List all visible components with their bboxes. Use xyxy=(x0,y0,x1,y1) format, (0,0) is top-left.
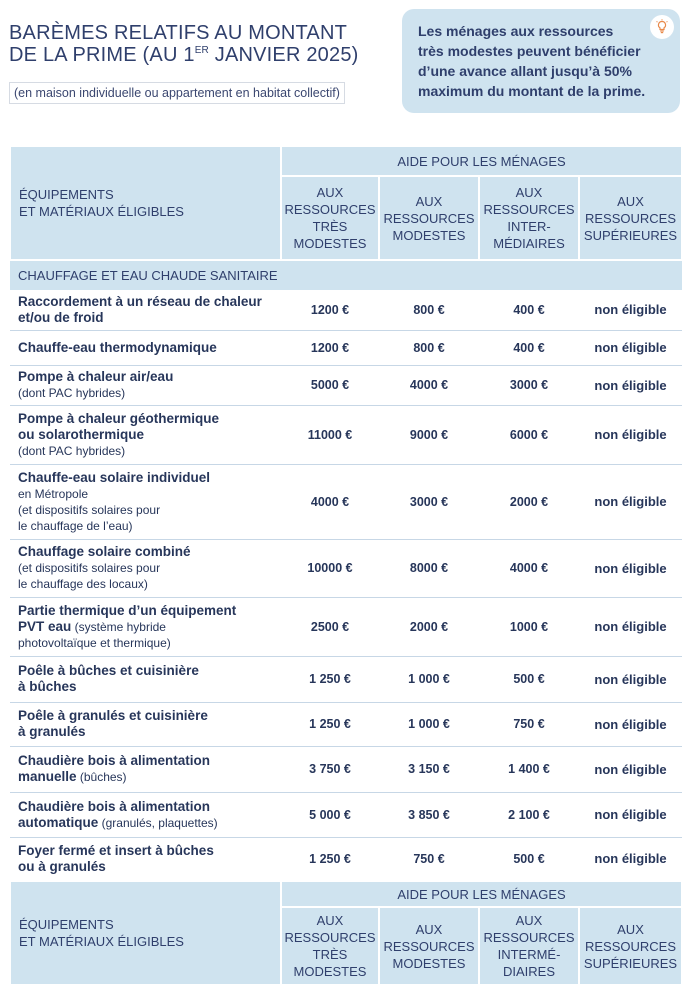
text-line: RESSOURCES xyxy=(383,210,475,226)
text-line: AUX xyxy=(617,921,644,937)
amount-cell: 11000 € xyxy=(281,405,379,464)
section-title: CHAUFFAGE ET EAU CHAUDE SANITAIRE xyxy=(10,260,682,290)
label-small: (dont PAC hybrides) xyxy=(18,386,126,400)
label-bold: Chauffage solaire combiné xyxy=(18,544,191,559)
text-line: RESSOURCES xyxy=(584,210,677,226)
label-small: (bûches) xyxy=(76,770,127,784)
label-bold: Raccordement à un réseau de chaleur xyxy=(18,293,262,309)
table-row xyxy=(10,702,682,746)
text-line: RESSOURCES xyxy=(284,202,376,217)
text-line: SUPÉRIEURES xyxy=(583,227,678,243)
label-bold: à granulés xyxy=(18,724,86,739)
text-line: MODESTES xyxy=(293,236,367,251)
amount-cell: 2000 € xyxy=(479,464,579,539)
title-line-1: BARÈMES RELATIFS AU MONTANT xyxy=(9,22,348,44)
amount-cell: 1 400 € xyxy=(479,746,579,792)
text-line: RESSOURCES xyxy=(483,930,575,945)
amount-cell: 2500 € xyxy=(281,597,379,656)
callout-text xyxy=(418,21,666,101)
amount-cell: 3 150 € xyxy=(379,746,479,792)
table-row xyxy=(10,597,682,656)
page-title xyxy=(9,22,399,70)
premium-table xyxy=(9,145,683,986)
amount-cell: 500 € xyxy=(479,837,579,881)
label-bold: Chauffe-eau thermodynamique xyxy=(18,339,217,355)
text-line: TRÈS xyxy=(312,219,348,234)
text-line: TRÈS xyxy=(312,947,348,962)
amount-cell: 1 250 € xyxy=(281,656,379,702)
not-eligible-cell: non éligible xyxy=(579,405,682,464)
text-line: ET MATÉRIAUX ÉLIGIBLES xyxy=(19,934,184,949)
text-line: ÉQUIPEMENTS xyxy=(19,187,114,202)
equipment-label xyxy=(10,539,281,597)
equipment-label xyxy=(10,365,281,405)
text-line: AUX xyxy=(415,921,443,937)
amount-cell: 1 000 € xyxy=(379,656,479,702)
text-line: très modestes peuvent bénéficier xyxy=(418,43,641,59)
text-line: AUX xyxy=(515,913,543,928)
text-line: MODESTES xyxy=(293,964,367,979)
amount-cell: 10000 € xyxy=(281,539,379,597)
label-small: (système hybride xyxy=(71,619,166,634)
column-header xyxy=(281,176,379,260)
aide-header: AIDE POUR LES MÉNAGES xyxy=(281,881,682,907)
text-line: AUX xyxy=(617,193,644,209)
amount-cell: 1200 € xyxy=(281,290,379,330)
table-row xyxy=(10,405,682,464)
label-mixed xyxy=(18,769,275,785)
label-small: le chauffage des locaux) xyxy=(18,577,148,591)
label-bold: Pompe à chaleur géothermique xyxy=(18,410,220,426)
text-line: MODESTES xyxy=(392,227,466,243)
column-header xyxy=(281,907,379,985)
amount-cell: 5000 € xyxy=(281,365,379,405)
table-row xyxy=(10,656,682,702)
label-mixed xyxy=(18,815,275,831)
not-eligible-cell: non éligible xyxy=(579,539,682,597)
amount-cell: 750 € xyxy=(379,837,479,881)
amount-cell: 9000 € xyxy=(379,405,479,464)
amount-cell: 800 € xyxy=(379,330,479,365)
text-line: MÉDIAIRES xyxy=(493,236,565,251)
amount-cell: 1 000 € xyxy=(379,702,479,746)
label-small: photovoltaïque et thermique) xyxy=(18,635,171,650)
label-bold: et/ou de froid xyxy=(18,309,104,325)
not-eligible-cell: non éligible xyxy=(579,746,682,792)
not-eligible-cell: non éligible xyxy=(579,837,682,881)
amount-cell: 1000 € xyxy=(479,597,579,656)
text-line: Les ménages aux ressources xyxy=(418,23,614,39)
amount-cell: 3000 € xyxy=(479,365,579,405)
not-eligible-cell: non éligible xyxy=(579,290,682,330)
text-line: RESSOURCES xyxy=(383,938,475,954)
amount-cell: 8000 € xyxy=(379,539,479,597)
column-header xyxy=(379,176,479,260)
not-eligible-cell: non éligible xyxy=(579,330,682,365)
subtitle: (en maison individuelle ou appartement en habitat collectif) xyxy=(9,82,345,104)
text-line: AUX xyxy=(316,185,344,200)
label-bold: manuelle xyxy=(18,769,77,784)
column-header xyxy=(379,907,479,985)
title-line-2: DE LA PRIME (AU 1ER JANVIER 2025) xyxy=(9,44,359,66)
label-bold: Poêle à bûches et cuisinière xyxy=(18,663,199,678)
not-eligible-cell: non éligible xyxy=(579,656,682,702)
amount-cell: 1 250 € xyxy=(281,702,379,746)
amount-cell: 2000 € xyxy=(379,597,479,656)
equipment-label xyxy=(10,330,281,365)
not-eligible-cell: non éligible xyxy=(579,702,682,746)
column-header xyxy=(579,907,682,985)
text-line: d’une avance allant jusqu’à 50% xyxy=(418,63,632,79)
not-eligible-cell: non éligible xyxy=(579,365,682,405)
label-bold: Partie thermique d’un équipement xyxy=(18,602,237,618)
equipment-label xyxy=(10,464,281,539)
text-line: ET MATÉRIAUX ÉLIGIBLES xyxy=(19,204,184,219)
equipment-label xyxy=(10,792,281,837)
table-row xyxy=(10,837,682,881)
equipment-label xyxy=(10,405,281,464)
text-line: INTER- xyxy=(507,219,551,234)
column-header xyxy=(579,176,682,260)
amount-cell: 5 000 € xyxy=(281,792,379,837)
label-small: (granulés, plaquettes) xyxy=(98,815,218,830)
label-small: le chauffage de l’eau) xyxy=(18,518,133,533)
table-row xyxy=(10,365,682,405)
label-small: (et dispositifs solaires pour xyxy=(18,502,161,517)
header-row xyxy=(10,881,682,907)
text-line: RESSOURCES xyxy=(584,938,677,954)
label-bold: Foyer fermé et insert à bûches xyxy=(18,842,214,858)
table-row xyxy=(10,464,682,539)
not-eligible-cell: non éligible xyxy=(579,597,682,656)
amount-cell: 4000 € xyxy=(379,365,479,405)
label-small: (et dispositifs solaires pour xyxy=(18,561,161,575)
table-row xyxy=(10,746,682,792)
text-line: ÉQUIPEMENTS xyxy=(19,917,114,932)
amount-cell: 4000 € xyxy=(281,464,379,539)
label-bold: ou solarothermique xyxy=(18,426,145,442)
equipment-label xyxy=(10,656,281,702)
text-line: MODESTES xyxy=(392,955,466,971)
label-bold: Poêle à granulés et cuisinière xyxy=(18,708,208,723)
amount-cell: 3 850 € xyxy=(379,792,479,837)
section-row xyxy=(10,260,682,290)
text-line: maximum du montant de la prime. xyxy=(418,83,646,99)
amount-cell: 500 € xyxy=(479,656,579,702)
label-bold: à bûches xyxy=(18,679,77,694)
equipment-header xyxy=(10,146,281,260)
not-eligible-cell: non éligible xyxy=(579,792,682,837)
column-header xyxy=(479,176,579,260)
equipment-label xyxy=(10,746,281,792)
title-superscript: ER xyxy=(194,45,209,56)
text-line: AUX xyxy=(515,185,543,200)
text-line: AUX xyxy=(316,913,344,928)
label-bold: PVT eau xyxy=(18,618,72,634)
label-bold: Chaudière bois à alimentation xyxy=(18,798,211,814)
column-header xyxy=(479,907,579,985)
amount-cell: 1 250 € xyxy=(281,837,379,881)
equipment-label xyxy=(10,290,281,330)
label-bold: ou à granulés xyxy=(18,858,106,874)
amount-cell: 6000 € xyxy=(479,405,579,464)
amount-cell: 3000 € xyxy=(379,464,479,539)
label-small: en Métropole xyxy=(18,486,89,501)
label-small: (dont PAC hybrides) xyxy=(18,443,126,458)
equipment-label xyxy=(10,597,281,656)
text-line: SUPÉRIEURES xyxy=(583,955,678,971)
table-row xyxy=(10,539,682,597)
text-line: INTERMÉ- xyxy=(497,947,561,962)
advance-callout xyxy=(402,9,680,113)
lightbulb-icon xyxy=(650,15,674,39)
text-line: AUX xyxy=(415,193,443,209)
table-row xyxy=(10,330,682,365)
amount-cell: 2 100 € xyxy=(479,792,579,837)
amount-cell: 800 € xyxy=(379,290,479,330)
text-line: RESSOURCES xyxy=(284,930,376,945)
equipment-label xyxy=(10,702,281,746)
amount-cell: 750 € xyxy=(479,702,579,746)
text-line: RESSOURCES xyxy=(483,202,575,217)
equipment-label xyxy=(10,837,281,881)
label-bold: Chaudière bois à alimentation xyxy=(18,753,211,768)
amount-cell: 400 € xyxy=(479,290,579,330)
label-bold: Pompe à chaleur air/eau xyxy=(18,369,174,384)
amount-cell: 1200 € xyxy=(281,330,379,365)
table-row xyxy=(10,290,682,330)
text-line: DIAIRES xyxy=(502,964,555,979)
amount-cell: 3 750 € xyxy=(281,746,379,792)
label-mixed xyxy=(18,619,275,635)
not-eligible-cell: non éligible xyxy=(579,464,682,539)
header-row xyxy=(10,146,682,176)
label-bold: Chauffe-eau solaire individuel xyxy=(18,469,211,485)
aide-header: AIDE POUR LES MÉNAGES xyxy=(281,146,682,176)
label-bold: automatique xyxy=(18,814,99,830)
amount-cell: 4000 € xyxy=(479,539,579,597)
equipment-header xyxy=(10,881,281,985)
table-row xyxy=(10,792,682,837)
amount-cell: 400 € xyxy=(479,330,579,365)
